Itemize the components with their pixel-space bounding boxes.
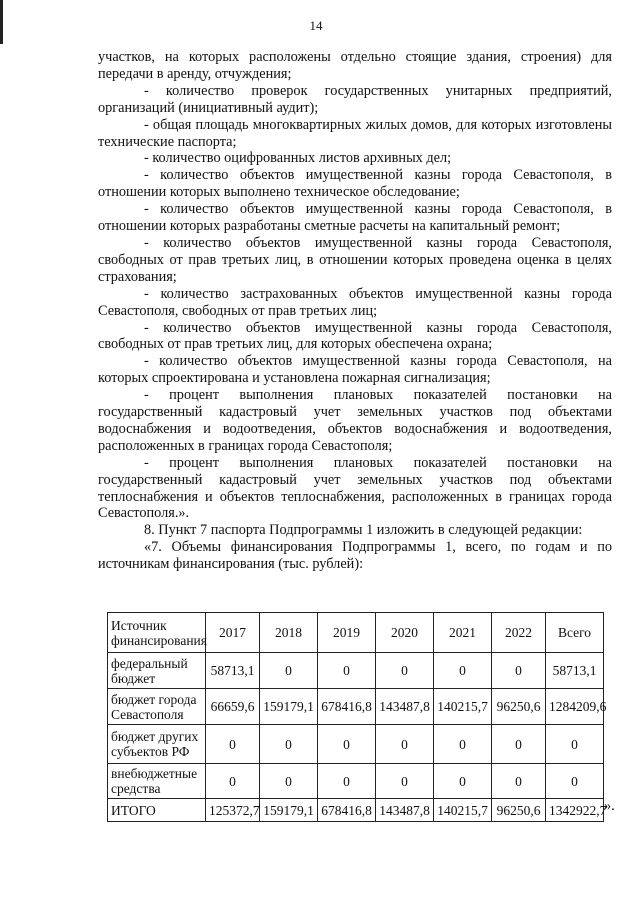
value-cell: 96250,6 — [492, 689, 546, 725]
table-header-row — [108, 613, 604, 653]
value-cell: 678416,8 — [318, 799, 376, 822]
value-cell: 58713,1 — [206, 653, 260, 689]
value-cell: 0 — [376, 764, 434, 799]
value-cell: 0 — [260, 725, 318, 764]
source-cell: федеральный бюджет — [108, 653, 206, 689]
paragraph: участков, на которых расположены отдельно стоящие здания, строения) для передачи в аренду, отчуждения; — [98, 49, 612, 82]
header-cell: 2021 — [434, 613, 492, 653]
value-cell: 0 — [376, 725, 434, 764]
closing-quote-mark: ». — [604, 798, 615, 814]
value-cell: 96250,6 — [492, 799, 546, 822]
paragraph: «7. Объемы финансирования Подпрограммы 1, всего, по годам и по источникам финансирования (тыс. рублей): — [98, 539, 612, 573]
body-text — [98, 49, 612, 573]
source-cell: бюджет других субъектов РФ — [108, 725, 206, 764]
value-cell: 0 — [492, 725, 546, 764]
value-cell: 66659,6 — [206, 689, 260, 725]
value-cell: 0 — [492, 764, 546, 799]
paragraph: - количество объектов имущественной казны города Севастополя, в отношении которых разработаны сметные расчеты на капитальный ремонт; — [98, 201, 612, 235]
paragraph: - количество объектов имущественной казны города Севастополя, в отношении которых выполнено техническое обследование; — [98, 167, 612, 201]
value-cell: 0 — [318, 653, 376, 689]
header-cell: 2017 — [206, 613, 260, 653]
header-cell: 2022 — [492, 613, 546, 653]
value-cell: 143487,8 — [376, 689, 434, 725]
paragraph: - количество объектов имущественной казны города Севастополя, свободных от прав третьих лиц, для которых обеспечена охрана; — [98, 319, 612, 353]
table-row — [108, 764, 604, 799]
value-cell: 0 — [260, 764, 318, 799]
value-cell: 1284209,6 — [546, 689, 604, 725]
table-row — [108, 653, 604, 689]
header-cell: 2018 — [260, 613, 318, 653]
value-cell: 140215,7 — [434, 689, 492, 725]
financing-table — [107, 612, 607, 822]
paragraph: 8. Пункт 7 паспорта Подпрограммы 1 изложить в следующей редакции: — [144, 522, 583, 539]
value-cell: 0 — [546, 725, 604, 764]
value-cell: 58713,1 — [546, 653, 604, 689]
value-cell: 0 — [492, 653, 546, 689]
table-row — [108, 689, 604, 725]
value-cell: 0 — [206, 764, 260, 799]
header-cell: Источник финансирования — [108, 613, 206, 653]
value-cell: 0 — [376, 653, 434, 689]
table-row — [108, 725, 604, 764]
source-cell: бюджет города Севастополя — [108, 689, 206, 725]
value-cell: 140215,7 — [434, 799, 492, 822]
value-cell: 125372,7 — [206, 799, 260, 822]
value-cell: 159179,1 — [260, 689, 318, 725]
source-cell: ИТОГО — [108, 799, 206, 822]
header-cell: 2019 — [318, 613, 376, 653]
paragraph: - количество оцифрованных листов архивных дел; — [144, 150, 452, 167]
value-cell: 0 — [434, 653, 492, 689]
value-cell: 0 — [318, 764, 376, 799]
paragraph: - процент выполнения плановых показателей постановки на государственный кадастровый учет земельных участков под объектами водоснабжения и водоотведения, объектов водоснабжения и водоотведения, расположенных в границах города Севастополя; — [98, 387, 612, 454]
value-cell: 159179,1 — [260, 799, 318, 822]
source-cell: внебюджетные средства — [108, 764, 206, 799]
paragraph: - количество объектов имущественной казны города Севастополя, свободных от прав третьих лиц, в отношении которых проведена оценка в целях страхования; — [98, 234, 612, 285]
header-cell: Всего — [546, 613, 604, 653]
value-cell: 0 — [434, 764, 492, 799]
table-total-row — [108, 799, 604, 822]
value-cell: 0 — [318, 725, 376, 764]
page-number: 14 — [309, 18, 323, 33]
paragraph: - количество объектов имущественной казны города Севастополя, на которых спроектирована и установлена пожарная сигнализация; — [98, 353, 612, 387]
paragraph: - количество застрахованных объектов имущественной казны города Севастополя, свободных от прав третьих лиц; — [98, 285, 612, 319]
value-cell: 1342922,7 — [546, 799, 604, 822]
paragraph: - количество проверок государственных унитарных предприятий, организаций (инициативный аудит); — [98, 82, 612, 116]
value-cell: 143487,8 — [376, 799, 434, 822]
header-cell: 2020 — [376, 613, 434, 653]
value-cell: 0 — [434, 725, 492, 764]
value-cell: 678416,8 — [318, 689, 376, 725]
value-cell: 0 — [260, 653, 318, 689]
value-cell: 0 — [546, 764, 604, 799]
value-cell: 0 — [206, 725, 260, 764]
paragraph: - общая площадь многоквартирных жилых домов, для которых изготовлены технические паспорта; — [98, 116, 612, 150]
paragraph: - процент выполнения плановых показателей постановки на государственный кадастровый учет земельных участков под объектами теплоснабжения и объектов теплоснабжения, расположенных в границах города Севастополя.». — [98, 454, 612, 522]
